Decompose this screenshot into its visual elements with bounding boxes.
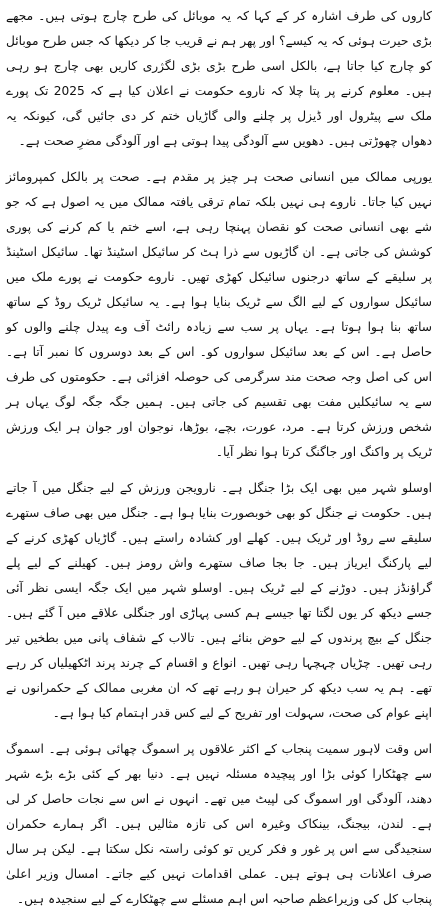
paragraph-oslo-forest: اوسلو شہر میں بھی ایک بڑا جنگل ہے۔ نارویجن ورزش کے لیے جنگل میں آ جاتے ہیں۔ حکومت نے جنگل کو بھی خوبصورت بنایا ہوا ہے۔ جنگل میں بھی صاف ستھرے سلیقے سے روڈ اور ٹریک ہیں۔ کھلے اور کشادہ راستے ہیں۔ گاڑیاں کھڑی کرنے کے لیے پارکنگ ایریاز ہیں۔ جا بجا صاف ستھرے واش رومز ہیں۔ کھیلنے کے لیے پلے گراؤنڈز ہیں۔ دوڑنے کے لیے ٹریک ہیں۔ اوسلو شہر میں ایک جگہ ایسی نظر آئی جسے دیکھ کر یوں لگتا تھا جیسے ہم کسی پہاڑی اور جنگلی علاقے میں آ گئے ہیں۔ جنگل کے بیچ پرندوں کے لیے حوض بنائے ہیں۔ تالاب کے شفاف پانی میں بطخیں تیر رہی تھیں۔ چڑیاں چہچہا رہی تھیں۔ انواع و اقسام کے چرند پرند اٹکھیلیاں کر رہے تھے۔ ہم یہ سب دیکھ کر حیران ہو رہے تھے کہ ان مغربی ممالک کے حکمرانوں نے اپنے عوام کی صحت، سہولت اور تفریح کے لیے کس قدر اہتمام کیا ہوا ہے۔ <box>6 481 432 720</box>
paragraph-punjab-smog: اس وقت لاہور سمیت پنجاب کے اکثر علاقوں پر اسموگ چھائی ہوئی ہے۔ اسموگ سے چھٹکارا کوئی بڑا اور پیچیدہ مسئلہ نہیں ہے۔ دنیا بھر کے کئی بڑے بڑے شہر دھند، آلودگی اور اسموگ کی لپیٹ میں تھے۔ انہوں نے اس سے نجات حاصل کر لی ہے۔ لندن، بیجنگ، بینکاک وغیرہ اس کی تازہ مثالیں ہیں۔ اگر ہمارے حکمران سنجیدگی سے اس پر غور و فکر کریں تو کوئی راستہ نکل سکتا ہے۔ لیکن ہر سال صرف اعلانات ہی ہوتے ہیں۔ عملی اقدامات نہیں کیے جاتے۔ امسال وزیر اعلیٰ پنجاب کل کی وزیراعظم صاحبہ اس اہم مسئلے سے چھٹکارے کے لیے سنجیدہ ہیں۔ <box>6 742 432 906</box>
paragraph-health-cycling: یورپی ممالک میں انسانی صحت ہر چیز پر مقدم ہے۔ صحت پر بالکل کمپرومائز نہیں کیا جاتا۔ ناروے ہی نہیں بلکہ تمام ترقی یافتہ ممالک میں یہ اصول ہے کہ جو شے بھی انسانی صحت کو نقصان پہنچا رہی ہے، اسے ختم یا کم کرنے کی پوری کوشش کی جاتی ہے۔ ان گاڑیوں سے ذرا ہٹ کر سائیکل اسٹینڈ تھا۔ سائیکل اسٹینڈ پر سلیقے کے ساتھ درجنوں سائیکل کھڑی تھیں۔ ناروے حکومت نے پورے ملک میں سائیکل سواروں کے لیے الگ سے ٹریک بنایا ہوا ہے۔ یہ سائیکل ٹریک روڈ کے ساتھ ساتھ بنا ہوا ہوتا ہے۔ یہاں پر سب سے زیادہ رائٹ آف وے پیدل چلنے والوں کو حاصل ہے۔ اس کے بعد سائیکل سواروں کو۔ اس کے بعد دوسروں کا نمبر آتا ہے۔ اس کی اصل وجہ صحت مند سرگرمی کی حوصلہ افزائی ہے۔ حکومتوں کی طرف سے یہ سائیکلیں مفت بھی تقسیم کی جاتی ہیں۔ ہمیں جگہ جگہ لوگ یہاں ہر شخص ورزش کرتا ہے۔ مرد، عورت، بچے، بوڑھا، نوجوان اور جوان ہر ایک ورزش ٹریک پر واکنگ اور جاگنگ کرتا ہوا نظر آیا۔ <box>6 170 432 459</box>
paragraph-electric-cars: کاروں کی طرف اشارہ کر کے کہا کہ یہ موبائل کی طرح چارج ہوتی ہیں۔ مجھے بڑی حیرت ہوئی کہ یہ کیسے؟ اور پھر ہم نے قریب جا کر دیکھا کہ جس طرح موبائل کو چارج کیا جاتا ہے، بالکل اسی طرح بڑی بڑی لگژری کاریں بھی چارج ہو رہی ہیں۔ معلوم کرنے پر پتا چلا کہ ناروے حکومت نے اعلان کیا ہے کہ 2025 تک پورے ملک سے پیٹرول اور ڈیزل پر چلنے والی گاڑیاں ختم کر دی جائیں گی، کیونکہ یہ دھواں چھوڑتی ہیں۔ دھویں سے آلودگی پیدا ہوتی ہے اور آلودگی مضرِ صحت ہے۔ <box>6 9 433 148</box>
